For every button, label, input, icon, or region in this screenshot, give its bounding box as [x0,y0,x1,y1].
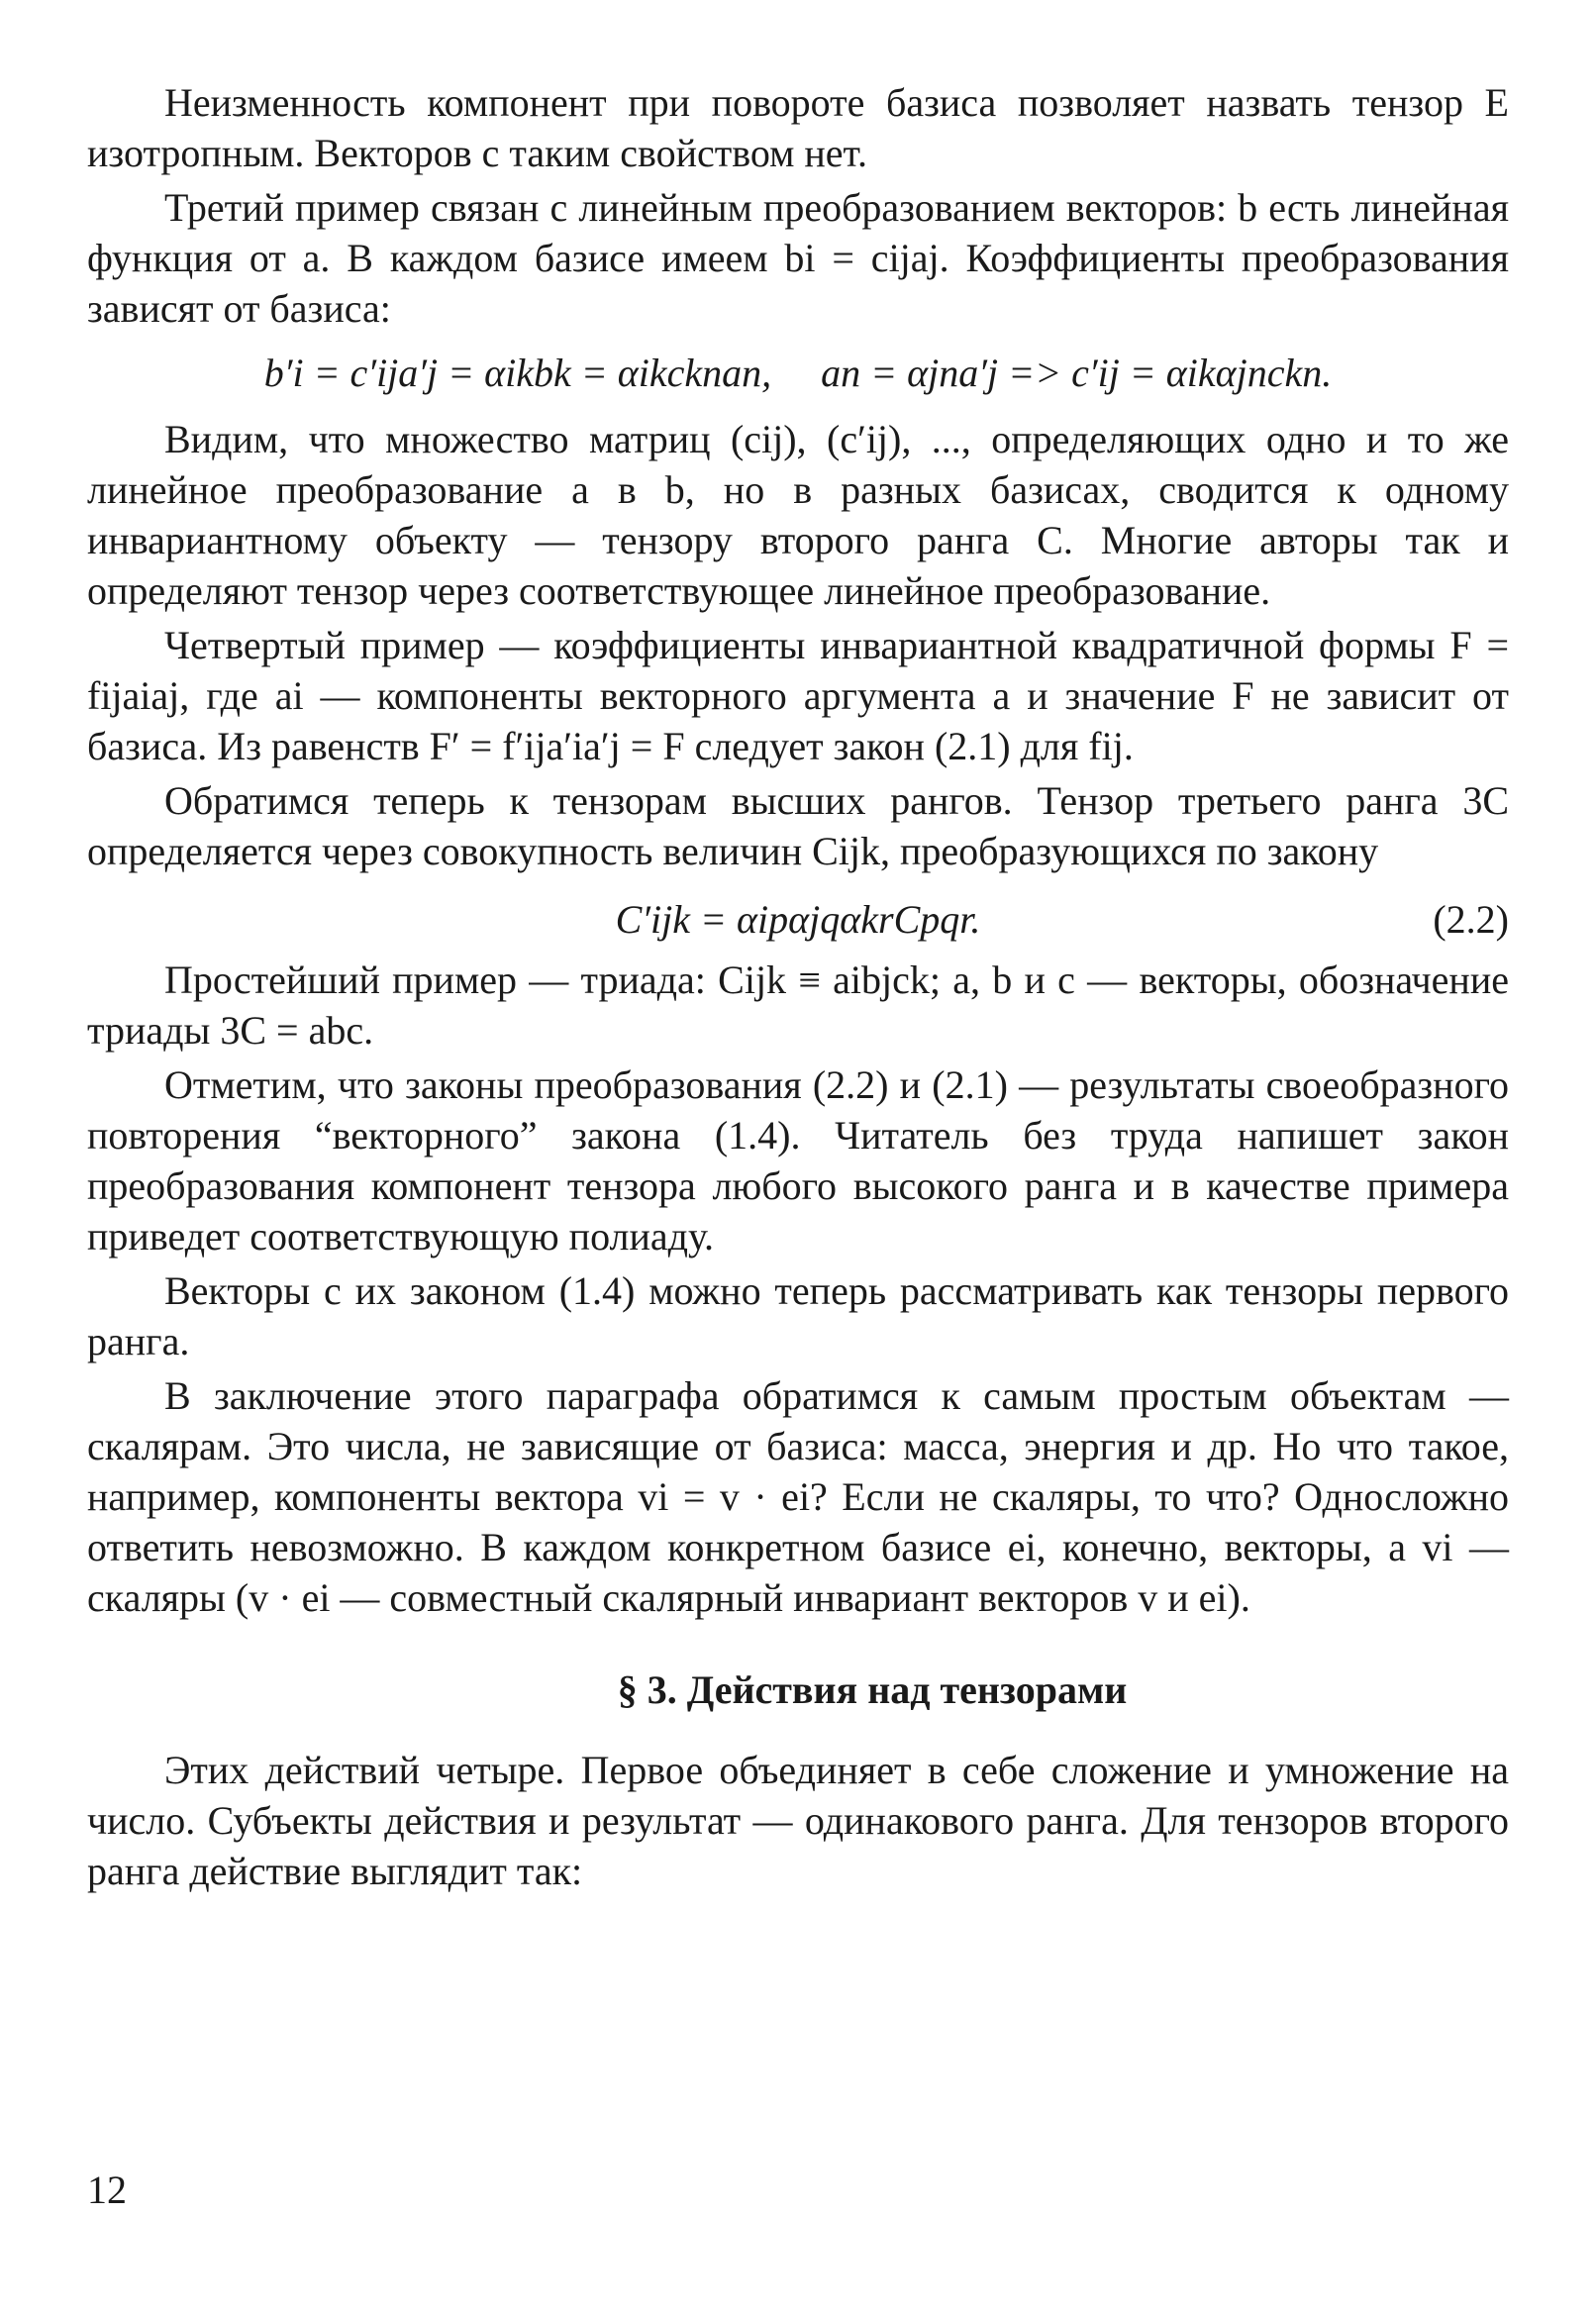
section-title: § 3. Действия над тензорами [617,1667,1128,1712]
paragraph-isotropic: Неизменность компонент при повороте базиса позволяет назвать тензор E изотропным. Векторов с таким свойством нет. [87,80,1509,175]
paragraph-triad: Простейший пример — триада: Cijk ≡ aibjck; a, b и c — векторы, обозначение триады 3C = abc. [87,957,1509,1053]
paragraph-vectors-first-rank: Векторы с их законом (1.4) можно теперь рассматривать как тензоры первого ранга. [87,1268,1509,1363]
formula-third-rank-law [87,894,1509,945]
page-body [87,77,1509,1896]
paragraph-scalars: В заключение этого параграфа обратимся к самым простым объектам — скалярам. Это числа, не зависящие от базиса: масса, энергия и др. Но что такое, например, компоненты вектора vi = v · ei? Если не скаляры, то что? Односложно ответить невозможно. В каждом конкретном базисе ei, конечно, векторы, а vi — скаляры (v · ei — совместный скалярный инвариант векторов v и ei). [87,1373,1509,1620]
equation-number: (2.2) [1433,897,1509,942]
page-number: 12 [87,2167,127,2212]
formula-linear-transform: b′i = c′ija′j = αikbk = αikcknan, an = αjna′j => c′ij = αikαjnckn. [263,351,1333,395]
paragraph-transformation-laws: Отметим, что законы преобразования (2.2) и (2.1) — результаты своеобразного повторения “векторного” закона (1.4). Читатель без труда напишет закон преобразования компонент тензора любого высокого ранга и в качестве примера приведет соответствующую полиаду. [87,1062,1509,1259]
formula-third-rank-text: C′ijk = αipαjqαkrCpqr. [615,897,981,942]
paragraph-four-actions: Этих действий четыре. Первое объединяет в себе сложение и умножение на число. Субъекты действия и результат — одинакового ранга. Для тензоров второго ранга действие выглядит так: [87,1748,1509,1893]
paragraph-third-example: Третий пример связан с линейным преобразованием векторов: b есть линейная функция от a. В каждом базисе имеем bi = cijaj. Коэффициенты преобразования зависят от базиса: [87,185,1509,331]
paragraph-matrix-set: Видим, что множество матриц (cij), (c′ij), ..., определяющих одно и то же линейное преобразование a в b, но в разных базисах, сводится к одному инвариантному объекту — тензору второго ранга C. Многие авторы так и определяют тензор через соответствующее линейное преобразование. [87,417,1509,613]
paragraph-fourth-example: Четвертый пример — коэффициенты инвариантной квадратичной формы F = fijaiaj, где ai — компоненты векторного аргумента a и значение F не зависит от базиса. Из равенств F′ = f′ija′ia′j = F следует закон (2.1) для fij. [87,623,1509,768]
paragraph-higher-rank: Обратимся теперь к тензорам высших рангов. Тензор третьего ранга 3C определяется через совокупность величин Cijk, преобразующихся по закону [87,778,1509,873]
